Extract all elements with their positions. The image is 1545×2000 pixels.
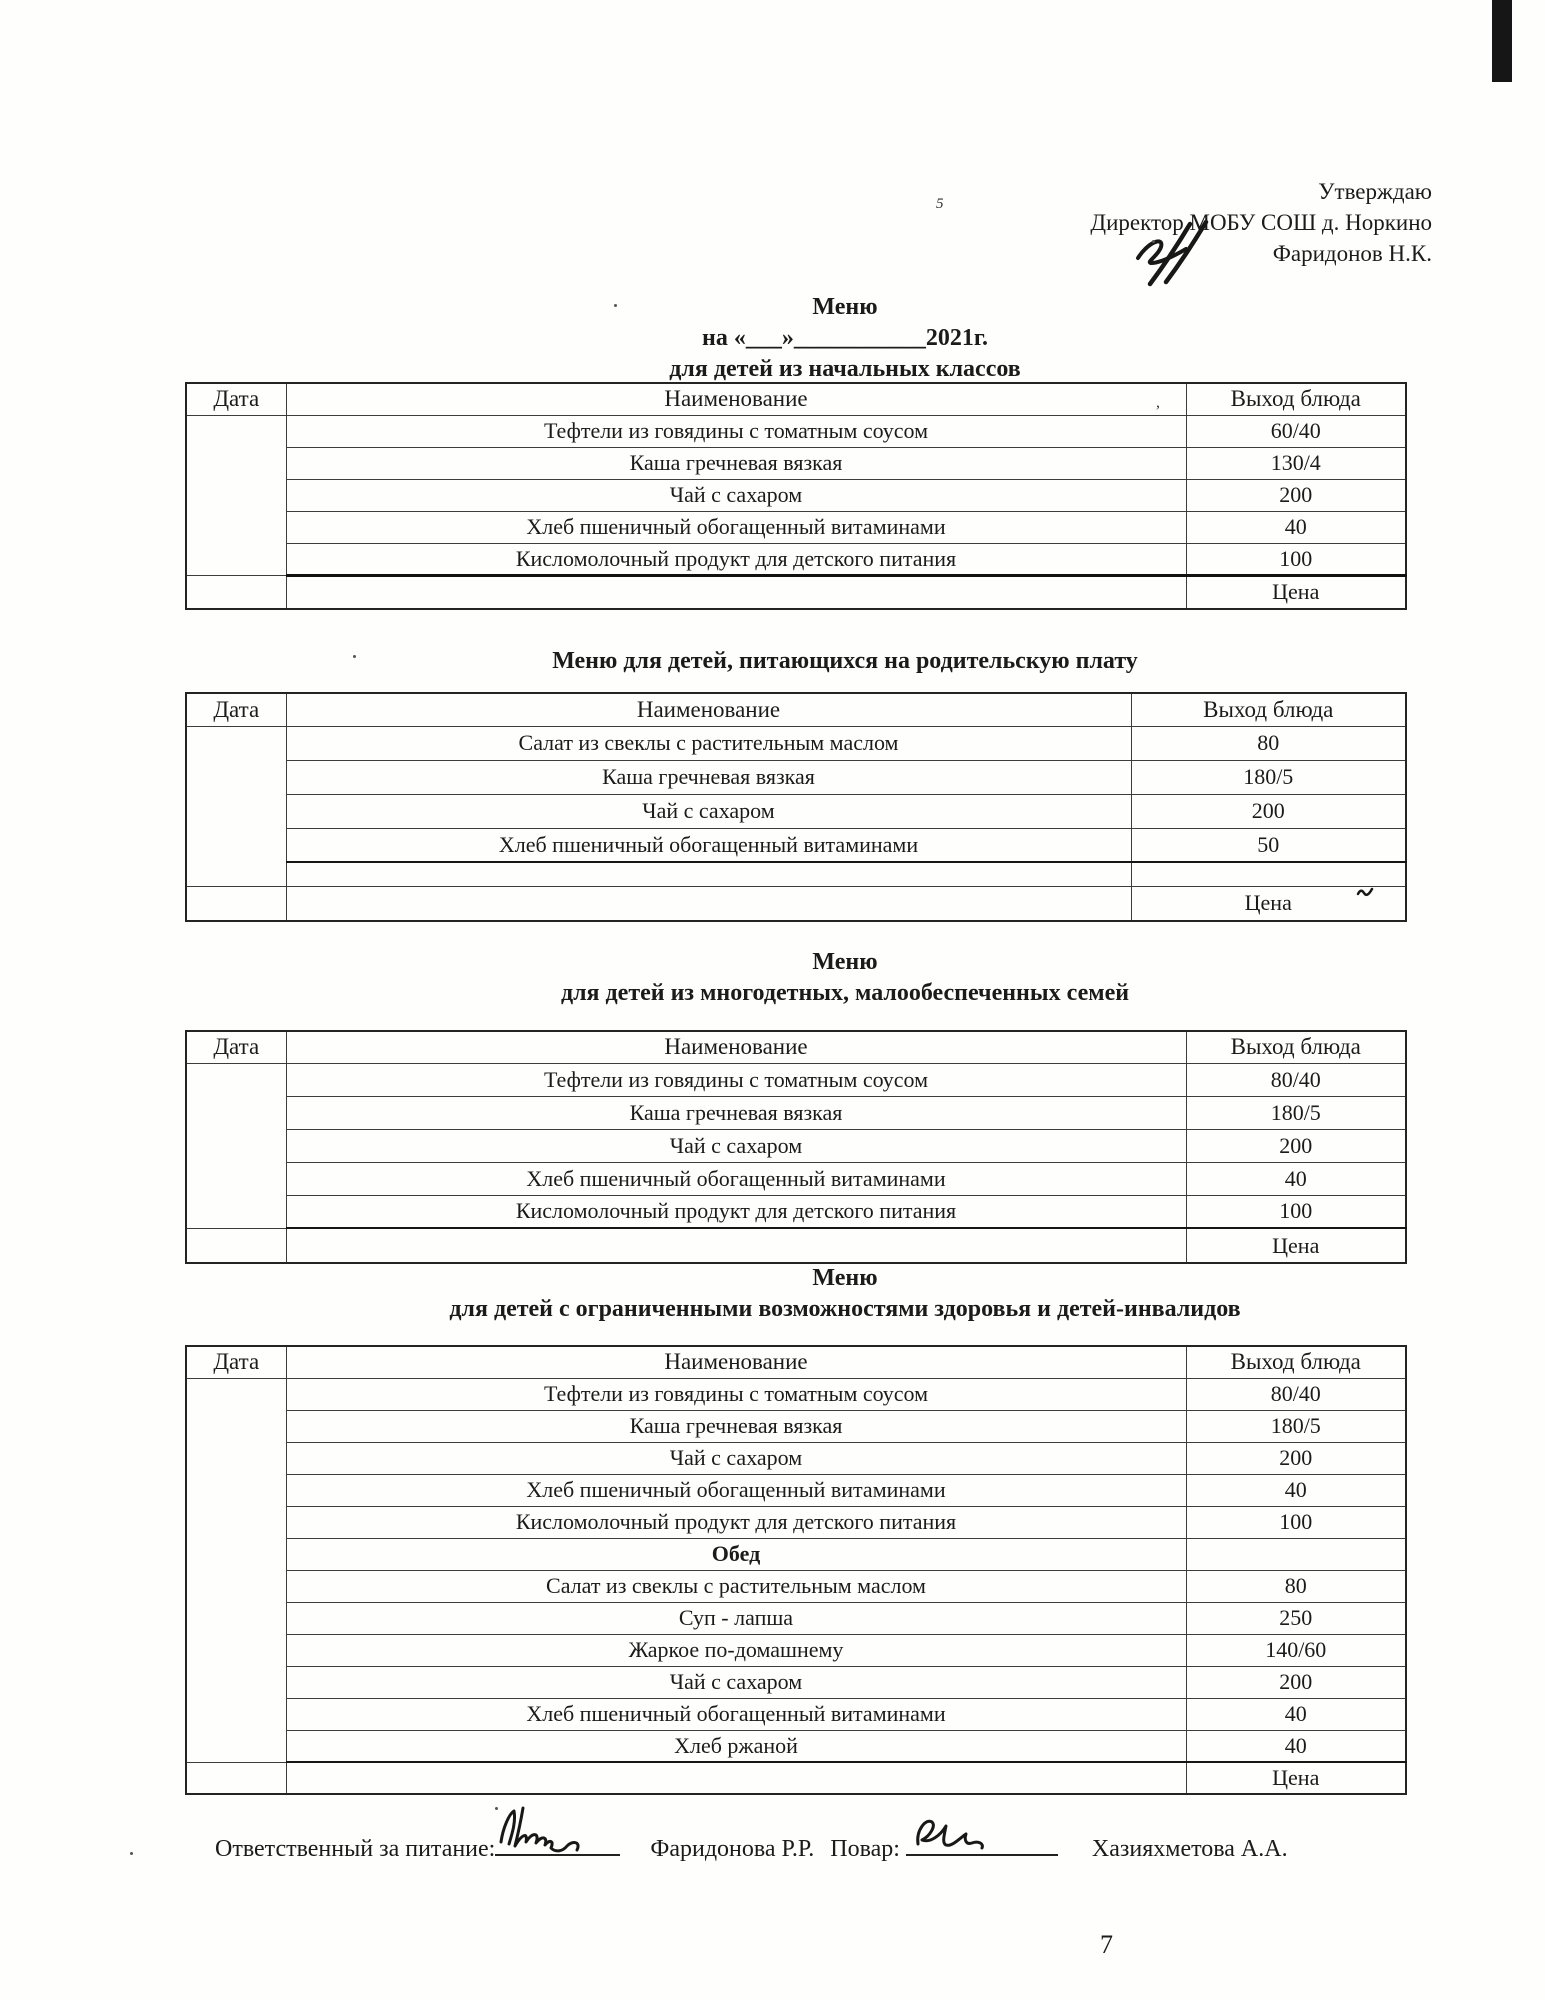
dish-name: Салат из свеклы с растительным маслом <box>286 726 1131 760</box>
dish-name: Хлеб пшеничный обогащенный витаминами <box>286 511 1186 543</box>
table-row <box>186 447 1406 479</box>
menu2-title <box>185 646 1505 677</box>
price-row <box>186 575 1406 609</box>
approval-word: Утверждаю <box>1318 179 1432 204</box>
table-header-row <box>186 1346 1406 1378</box>
menu4-title-line1: Меню <box>812 1265 878 1291</box>
dish-name: Тефтели из говядины с томатным соусом <box>286 1378 1186 1410</box>
dish-name: Чай с сахаром <box>286 794 1131 828</box>
column-header-name: Наименование <box>286 1346 1186 1378</box>
table-row <box>186 511 1406 543</box>
column-header-date: Дата <box>186 693 286 726</box>
empty-cell <box>1186 1538 1406 1570</box>
table-header-row <box>186 693 1406 726</box>
column-header-output: Выход блюда <box>1186 1031 1406 1063</box>
scan-speck <box>495 1807 498 1810</box>
menu1-title-line2: на «___»___________2021г. <box>701 325 989 351</box>
table-row <box>186 479 1406 511</box>
price-row <box>186 1228 1406 1263</box>
table-row <box>186 1474 1406 1506</box>
dish-output: 200 <box>1186 1666 1406 1698</box>
price-label: Цена <box>1186 575 1406 609</box>
dish-name: Каша гречневая вязкая <box>286 760 1131 794</box>
cook-name: Хазияхметова А.А. <box>1091 1836 1288 1862</box>
date-cell <box>186 1063 286 1228</box>
column-header-output: Выход блюда <box>1186 1346 1406 1378</box>
table-row <box>186 1442 1406 1474</box>
lunch-header-row <box>186 1538 1406 1570</box>
dish-output: 100 <box>1186 543 1406 575</box>
scan-edge-artifact <box>1492 0 1512 82</box>
cook-label: Повар: <box>830 1836 900 1862</box>
director-title: Директор МОБУ СОШ д. Норкино <box>1090 210 1432 235</box>
director-name: Фаридонов Н.К. <box>1272 241 1432 266</box>
dish-name: Жаркое по-домашнему <box>286 1634 1186 1666</box>
table-row <box>186 1698 1406 1730</box>
dish-output: 50 <box>1131 828 1406 862</box>
table-row <box>186 1129 1406 1162</box>
column-header-date: Дата <box>186 383 286 415</box>
dish-output: 140/60 <box>1186 1634 1406 1666</box>
empty-cell <box>286 1762 1186 1794</box>
scan-speck <box>353 655 356 658</box>
table-row <box>186 1666 1406 1698</box>
date-cell <box>186 726 286 886</box>
table-row <box>186 1162 1406 1195</box>
dish-name: Хлеб пшеничный обогащенный витаминами <box>286 1162 1186 1195</box>
table-row <box>186 760 1406 794</box>
footer-signatures <box>215 1836 1288 1863</box>
responsible-label: Ответственный за питание: <box>215 1836 496 1862</box>
date-cell <box>186 1228 286 1263</box>
empty-cell <box>286 886 1131 921</box>
dish-output: 180/5 <box>1131 760 1406 794</box>
column-header-output: Выход блюда <box>1131 693 1406 726</box>
dish-output: 130/4 <box>1186 447 1406 479</box>
dish-output: 60/40 <box>1186 415 1406 447</box>
scan-speck <box>614 304 617 307</box>
price-label: Цена <box>1186 1762 1406 1794</box>
dish-output: 80 <box>1131 726 1406 760</box>
price-label: Цена <box>1186 1228 1406 1263</box>
dish-name: Каша гречневая вязкая <box>286 1096 1186 1129</box>
price-row <box>186 886 1406 921</box>
responsible-name: Фаридонова Р.Р. <box>650 1836 815 1862</box>
table-row <box>186 1506 1406 1538</box>
menu-table-primary-classes <box>185 382 1407 610</box>
table-row <box>186 1602 1406 1634</box>
page-number: 7 <box>1100 1930 1113 1959</box>
menu-table-large-families <box>185 1030 1407 1264</box>
scan-check-mark <box>1356 886 1374 898</box>
column-header-name: Наименование <box>286 1031 1186 1063</box>
dish-name: Хлеб ржаной <box>286 1730 1186 1762</box>
table-row <box>186 415 1406 447</box>
dish-name: Хлеб пшеничный обогащенный витаминами <box>286 1698 1186 1730</box>
menu3-title-line1: Меню <box>812 949 878 975</box>
dish-output: 100 <box>1186 1195 1406 1228</box>
date-cell <box>186 886 286 921</box>
scan-speck: , <box>1156 394 1160 411</box>
dish-output: 200 <box>1131 794 1406 828</box>
dish-output: 40 <box>1186 1730 1406 1762</box>
date-cell <box>186 415 286 575</box>
dish-output: 200 <box>1186 1129 1406 1162</box>
menu4-title <box>185 1263 1505 1325</box>
scan-speck <box>1152 240 1155 243</box>
table-row <box>186 1195 1406 1228</box>
dish-output: 80/40 <box>1186 1378 1406 1410</box>
menu4-title-line2: для детей с ограниченными возможностями здоровья и детей-инвалидов <box>449 1296 1241 1322</box>
menu3-title <box>185 947 1505 1009</box>
date-cell <box>186 575 286 609</box>
dish-output: 80 <box>1186 1570 1406 1602</box>
cook-signature <box>902 1808 1006 1860</box>
menu-table-parental-pay <box>185 692 1407 922</box>
column-header-output: Выход блюда <box>1186 383 1406 415</box>
director-signature <box>1124 216 1244 288</box>
dish-output: 180/5 <box>1186 1410 1406 1442</box>
table-row <box>186 726 1406 760</box>
responsible-signature-line <box>495 1850 620 1856</box>
empty-cell <box>286 575 1186 609</box>
date-cell <box>186 1378 286 1762</box>
dish-output: 200 <box>1186 1442 1406 1474</box>
table-row <box>186 1378 1406 1410</box>
dish-output: 40 <box>1186 1698 1406 1730</box>
column-header-date: Дата <box>186 1346 286 1378</box>
dish-name: Тефтели из говядины с томатным соусом <box>286 415 1186 447</box>
column-header-date: Дата <box>186 1031 286 1063</box>
column-header-name: Наименование <box>286 693 1131 726</box>
table-row <box>186 794 1406 828</box>
dish-name: Салат из свеклы с растительным маслом <box>286 1570 1186 1602</box>
dish-name: Кисломолочный продукт для детского питания <box>286 1506 1186 1538</box>
table-header-row <box>186 383 1406 415</box>
dish-name: Тефтели из говядины с томатным соусом <box>286 1063 1186 1096</box>
dish-name: Кисломолочный продукт для детского питания <box>286 1195 1186 1228</box>
price-row <box>186 1762 1406 1794</box>
column-header-name: Наименование <box>286 383 1186 415</box>
responsible-signature <box>491 1796 615 1860</box>
table-row <box>186 1063 1406 1096</box>
lunch-section-label: Обед <box>286 1538 1186 1570</box>
dish-name: Чай с сахаром <box>286 1666 1186 1698</box>
empty-cell <box>286 862 1131 886</box>
table-header-row <box>186 1031 1406 1063</box>
price-label: Цена <box>1131 886 1406 921</box>
dish-name: Хлеб пшеничный обогащенный витаминами <box>286 828 1131 862</box>
table-row <box>186 1634 1406 1666</box>
dish-output: 40 <box>1186 511 1406 543</box>
table-row <box>186 1096 1406 1129</box>
dish-output: 200 <box>1186 479 1406 511</box>
dish-output: 250 <box>1186 1602 1406 1634</box>
dish-name: Кисломолочный продукт для детского питания <box>286 543 1186 575</box>
table-row <box>186 828 1406 862</box>
dish-output: 80/40 <box>1186 1063 1406 1096</box>
scan-speck <box>130 1852 133 1855</box>
dish-name: Чай с сахаром <box>286 1129 1186 1162</box>
empty-cell <box>286 1228 1186 1263</box>
empty-cell <box>1131 862 1406 886</box>
dish-name: Хлеб пшеничный обогащенный витаминами <box>286 1474 1186 1506</box>
table-row <box>186 543 1406 575</box>
dish-output: 180/5 <box>1186 1096 1406 1129</box>
dish-output: 100 <box>1186 1506 1406 1538</box>
dish-name: Чай с сахаром <box>286 479 1186 511</box>
dish-name: Каша гречневая вязкая <box>286 447 1186 479</box>
table-row <box>186 1730 1406 1762</box>
menu1-title-line1: Меню <box>812 294 878 320</box>
menu1-title-line3: для детей из начальных классов <box>669 356 1021 382</box>
table-row <box>186 1410 1406 1442</box>
menu-table-disabilities <box>185 1345 1407 1795</box>
dish-output: 40 <box>1186 1474 1406 1506</box>
cook-signature-line <box>906 1850 1058 1856</box>
scan-stray-glyph: 5 <box>936 196 944 212</box>
dish-name: Суп - лапша <box>286 1602 1186 1634</box>
table-row <box>186 1570 1406 1602</box>
menu3-title-line2: для детей из многодетных, малообеспеченных семей <box>560 980 1130 1006</box>
dish-output: 40 <box>1186 1162 1406 1195</box>
menu1-title <box>185 292 1505 385</box>
menu2-title-line1: Меню для детей, питающихся на родительскую плату <box>552 648 1138 674</box>
dish-name: Каша гречневая вязкая <box>286 1410 1186 1442</box>
empty-row <box>186 862 1406 886</box>
date-cell <box>186 1762 286 1794</box>
dish-name: Чай с сахаром <box>286 1442 1186 1474</box>
